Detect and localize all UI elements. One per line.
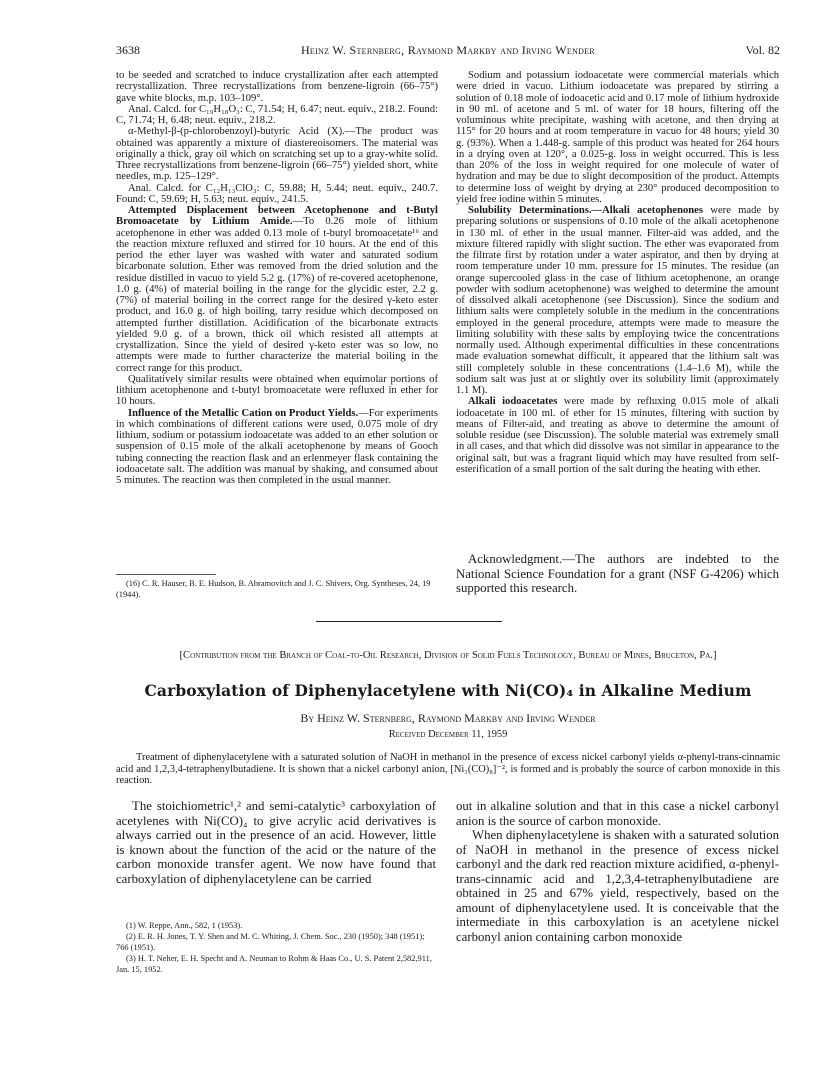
section-heading: Solubility Determinations.—Alkali acetophenones [468, 205, 704, 216]
section-heading: Alkali iodoacetates [468, 396, 558, 408]
article-title: Carboxylation of Diphenylacetylene with Ni(CO)₄ in Alkaline Medium [144, 681, 752, 700]
paragraph: Anal. Calcd. for C₁₉H₁₈O₃: C, 71.54; H, 6.47; neut. equiv., 218.2. Found: C, 71.74; H, 6.48; neut. equiv., 218.2. [116, 103, 438, 126]
footnote-2: (2) E. R. H. Jones, T. Y. Shen and M. C. Whiting, J. Chem. Soc., 230 (1950); 348 (1951); 766 (1951). [116, 932, 425, 952]
article-footnotes [116, 920, 436, 975]
paragraph: α-Methyl-β-(p-chlorobenzoyl)-butyric Acid (X).—The product was obtained was apparently a mixture of diastereoisomers. The material was originally a thick, gray oil which on scratching set up to a gray-white solid. Three recrystallizations from benzene-ligroin (66–75°) yielded short, white needles, m.p. 125–129°. [116, 126, 438, 183]
section-heading: α-Methyl-β-(p-chlorobenzoyl)-butyric Acid (X). [128, 126, 345, 138]
paragraph: Anal. Calcd. for C₁₂H₁₃ClO₃: C, 59.88; H, 5.44; neut. equiv., 240.7. Found: C, 59.69; H, 5.63; neut. equiv., 241.5. [116, 182, 438, 205]
abstract: Treatment of diphenylacetylene with a saturated solution of NaOH in methanol in the presence of excess nickel carbonyl yields α-phenyl-trans-cinnamic acid and 1,2,3,4-tetraphenylbutadiene. It is shown that a nickel carbonyl anion, [Ni₃(CO)₈]⁻², is formed and is probably the source of carbon monoxide in this reaction. [116, 752, 780, 786]
paragraph: The stoichiometric¹,² and semi-catalytic³ carboxylation of acetylenes with Ni(CO)₄ to give acrylic acid derivatives is always carried out in the presence of an acid. However, little is known about the function of the acid or the nature of the carbon monoxide transfer agent. We now have found that carboxylation of diphenylacetylene can be carried [116, 799, 436, 886]
footnote-1: (1) W. Reppe, Ann., 582, 1 (1953). [126, 921, 243, 930]
volume-label: Vol. 82 [745, 43, 780, 57]
paragraph: out in alkaline solution and that in this case a nickel carbonyl anion is the source of carbon monoxide. [456, 799, 779, 828]
footnote-rule [116, 574, 216, 575]
left-column [116, 70, 438, 486]
article-byline: By Heinz W. Sternberg, Raymond Markby and Irving Wender [300, 711, 596, 725]
section-heading: Influence of the Metallic Cation on Product Yields. [128, 407, 359, 419]
paragraph: Influence of the Metallic Cation on Product Yields.—For experiments in which combinations of different cations were used, 0.075 mole of dry lithium, sodium or potassium iodoacetate was added to an ether solution or suspension of 0.15 mole of the alkali acetophenone by means of Gooch tubing connecting the reaction flask and an erlenmeyer flask containing the iodoacetate salt. The addition was manual by shaking, and consumed about 5 minutes. The reaction was then completed in the usual manner. [116, 407, 439, 486]
article-divider [316, 621, 502, 622]
contribution-note: [Contribution from the Branch of Coal-to-Oil Research, Division of Solid Fuels Technology, Bureau of Mines, Bruceton, Pa.] [179, 650, 717, 661]
paragraph: to be seeded and scratched to induce crystallization after each attempted recrystallization. Three recrystallizations from benzene-ligroin (66–75°) gave white blocks, m.p. 103–109°. [116, 70, 438, 104]
page-number: 3638 [116, 43, 140, 57]
received-date: Received December 11, 1959 [388, 729, 508, 740]
section-heading: Attempted Displacement between Acetophenone and t-Butyl Bromoacetate by Lithium Amide. [116, 205, 438, 228]
footnote-16: (16) C. R. Hauser, B. E. Hudson, B. Abramovitch and J. C. Shivers, Org. Syntheses, 24, 19 (1944). [116, 579, 431, 599]
running-authors: Heinz W. Sternberg, Raymond Markby and Irving Wender [300, 43, 596, 57]
body-left-column [116, 799, 436, 886]
right-column [456, 70, 779, 475]
paragraph: Qualitatively similar results were obtained when equimolar portions of lithium acetophenone and t-butyl bromoacetate were refluxed in ether for 10 hours. [116, 373, 438, 408]
acknowledgment: Acknowledgment.—The authors are indebted to the National Science Foundation for a grant (NSF G-4206) which supported this research. [456, 552, 779, 595]
body-right-column [456, 799, 779, 944]
running-header [116, 43, 780, 59]
footnote-3: (3) H. T. Neher, E. H. Specht and A. Neuman to Rohm & Haas Co., U. S. Patent 2,582,911, Jan. 15, 1952. [116, 954, 432, 974]
paragraph: Attempted Displacement between Acetophenone and t-Butyl Bromoacetate by Lithium Amide.—To 0.26 mole of lithium acetophenone in ether was added 0.13 mole of t-butyl bromoacetate¹⁶ and the reaction mixture refluxed and stirred for 10 hours. At the end of this period the ether layer was washed with water and saturated sodium bicarbonate solution. Ether was removed from the dried solution and the residue distilled in vacuo to yield 5.2 g. (17%) of re-covered acetophenone, 1.0 g. (4%) of material boiling in the range for the glycidic ester, 2.2 g. (7%) of material boiling in the correct range for the desired γ-keto ester product, and 16.0 g. of high boiling, tarry residue which decomposed on attempted further distillation. Acidification of the bicarbonate extracts yielded 9.0 g. of a brown, thick oil which resisted all attempts at crystallization. Since the yield of desired γ-keto ester was so low, no attempts were made to further characterize the material boiling in the correct range for this product. [116, 205, 438, 374]
paragraph: Alkali iodoacetates were made by refluxing 0.015 mole of alkali iodoacetate in 100 ml. of ether for 15 minutes, filtering with suction by means of Filter-aid, and treating as above to determine the amount of soluble residue (see Discussion). The soluble material was extremely small in all cases, and that which did dissolve was not similar in appearance to the original salt, but was a fragrant liquid which may have resulted from self-esterification of a small portion of the salt during the heating with ether. [456, 396, 779, 475]
paragraph: Sodium and potassium iodoacetate were commercial materials which were dried in vacuo. Lithium iodoacetate was prepared by stirring a solution of 0.18 mole of iodoacetic acid and 0.17 mole of lithium hydroxide in 90 ml. of acetone and 5 ml. of water for 18 hours, filtering off the voluminous white precipitate, washing with acetone, and then drying at 115° for 20 hours and at room temperature in vacuo for 48 hours; yield 30 g. (93%). When a 1.448-g. sample of this product was heated for 264 hours in a drying oven at 120°, a 0.025-g. loss in weight occurred. This is less than 20% of the loss in weight required for one molecule of water of hydration and may be due to slight decomposition of the product. Attempts to determine loss of weight by drying at 230° produced decomposition to yield free iodine within 5 minutes. [456, 70, 779, 205]
paragraph: Solubility Determinations.—Alkali acetophenones were made by preparing solutions or suspensions of 0.10 mole of the alkali acetophenone in 130 ml. of ether in the usual manner. Filter-aid was added, and the mixture filtered rapidly with slight suction. The ether was evaporated from the filtrate first by rotation under a water aspirator, and then by drying at room temperature under 10 mm. pressure for 15 minutes. The residue (an orange supercooled glass in the case of lithium acetophenone, an orange powder with sodium acetophenone) was weighed to determine the amount of dissolved alkali acetophenone (see Discussion). Since the sodium and lithium salts were completely soluble in the medium in the concentrations employed in the general procedure, attempts were made to measure the limiting solubility with these salts by employing twice the concentrations normally used. Although experimental difficulties in these concentrations made evaluation somewhat difficult, it appeared that the lithium salt was still completely soluble in these concentrations (1.4–1.6 M), while the sodium salt was just at or slightly over its solubility limit (approximately 1.1 M). [456, 205, 780, 396]
paragraph: When diphenylacetylene is shaken with a saturated solution of NaOH in methanol in the presence of excess nickel carbonyl and the dark red reaction mixture acidified, α-phenyl-trans-cinnamic acid and 1,2,3,4-tetraphenylbutadiene are obtained in 25 and 67% yield, respectively, based on the amount of diphenylacetylene used. It is conceivable that the intermediate in this carboxylation is an acetylene nickel carbonyl anion containing carbon monoxide [456, 828, 779, 944]
